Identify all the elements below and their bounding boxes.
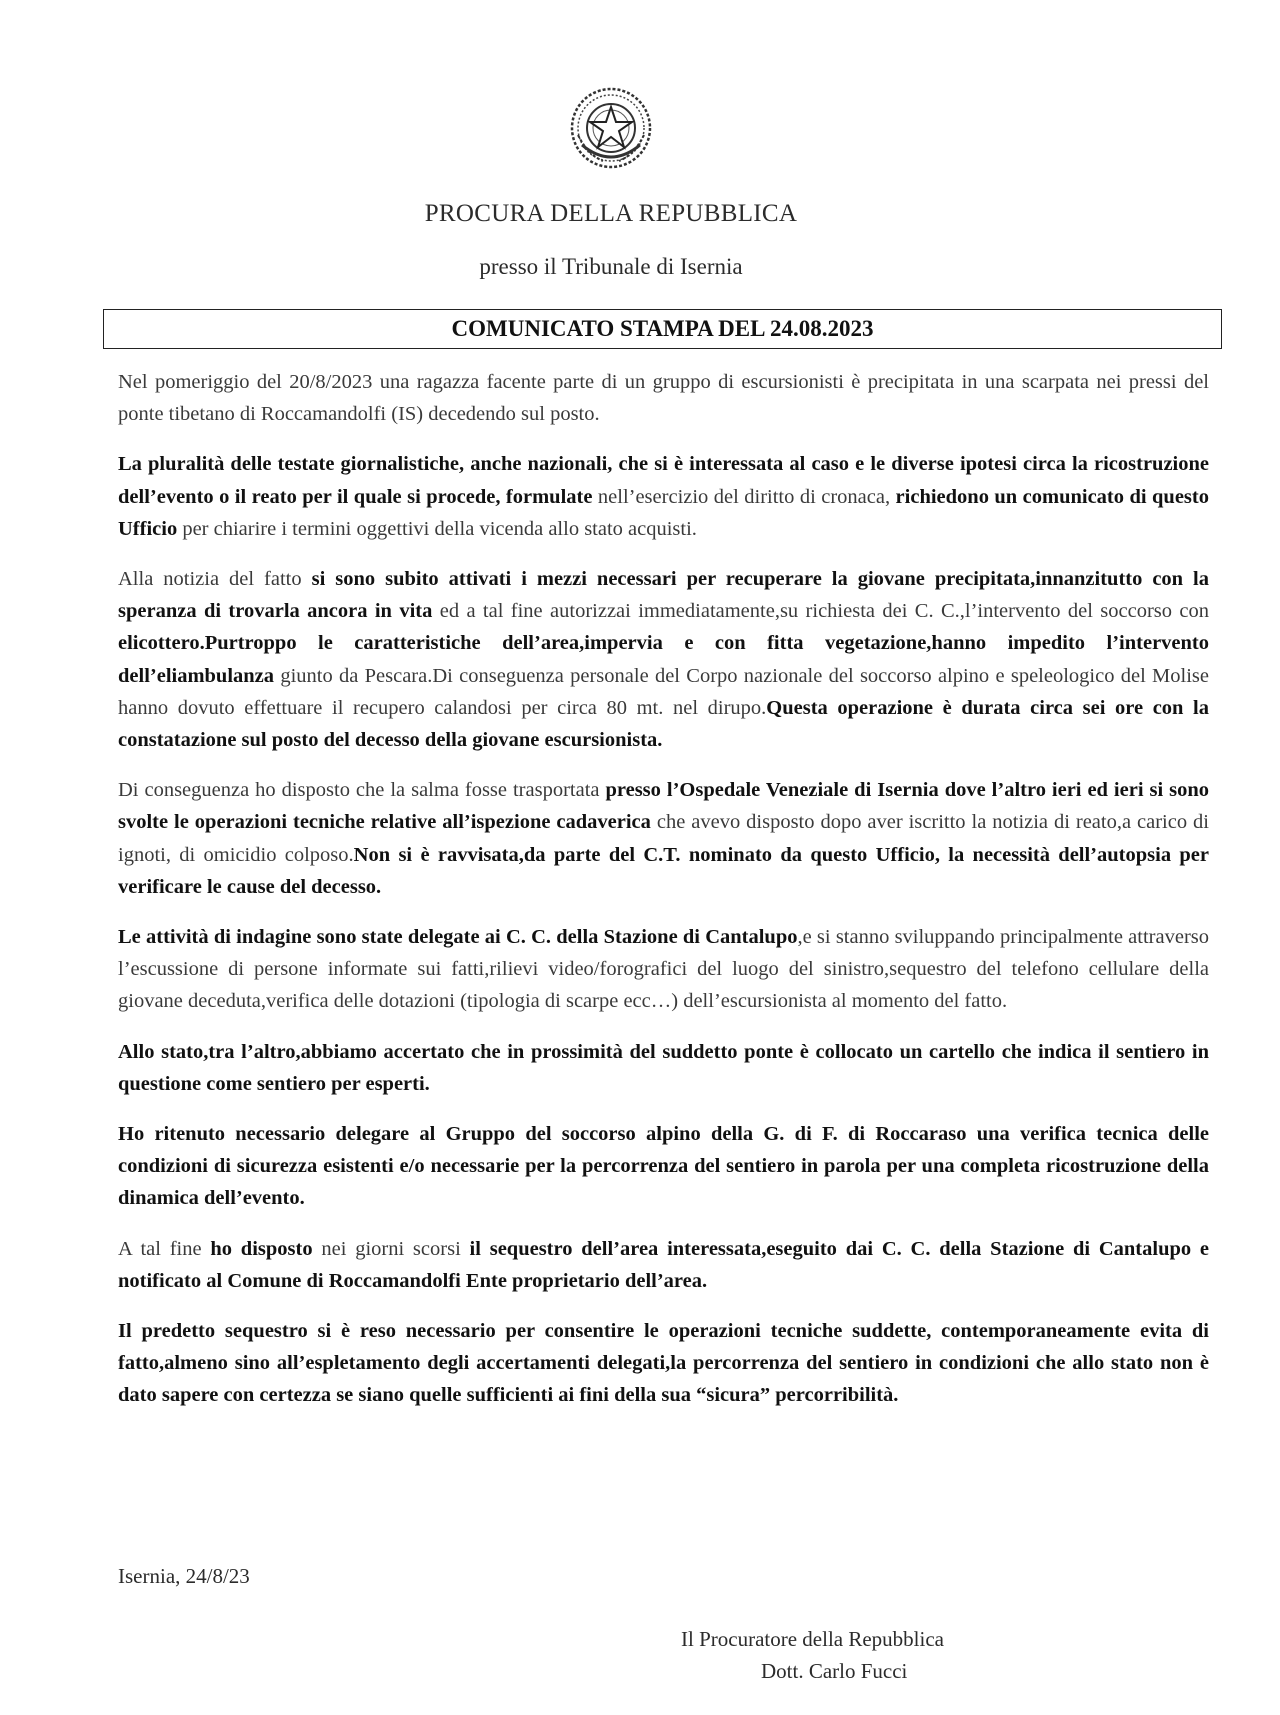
text: Nel pomeriggio del 20/8/2023 una ragazza facente parte di un gruppo di escursionisti è precipitata in una scarpata nei pressi del ponte tibetano di Roccamandolfi (IS) decedendo sul posto. [118, 371, 1209, 426]
paragraph [118, 366, 1209, 430]
office-name: PROCURA DELLA REPUBBLICA [424, 200, 798, 227]
date-line: Isernia, 24/8/23 [118, 1564, 250, 1588]
text: ed a tal fine autorizzai immediatamente,su richiesta dei C. C.,l’intervento del soccorso con [432, 600, 1209, 623]
bold-text: si sono subito attivati i mezzi necessari per recuperare la giovane precipitata,innanzitutto con la speranza di trovarla ancora in vita [118, 568, 1209, 623]
bold-text: La pluralità delle testate giornalistiche, anche nazionali, che si è interessata al caso e le diverse ipotesi circa la ricostruzione dell’evento o il reato per il quale si procede, formulate [118, 453, 1209, 508]
italian-republic-emblem-icon [568, 85, 654, 171]
bold-text: Non si è ravvisata,da parte del C.T. nominato da questo Ufficio, la necessità dell’autopsia per verificare le cause del decesso. [118, 843, 1209, 898]
bold-text: Questa operazione è durata circa sei ore con la constatazione sul posto del decesso della giovane escursionista. [118, 696, 1209, 752]
signature-role: Il Procuratore della Repubblica [681, 1627, 944, 1651]
paragraph [118, 448, 1209, 545]
bold-text: presso l’Ospedale Veneziale di Isernia dove l’altro ieri ed ieri si sono svolte le operazioni tecniche relative all’ispezione cadaverica [118, 779, 1209, 834]
bold-text: Le attività di indagine sono state delegate ai C. C. della Stazione di Cantalupo [118, 926, 798, 949]
bold-text: Ho ritenuto necessario delegare al Gruppo del soccorso alpino della G. di F. di Roccaraso una verifica tecnica delle condizioni di sicurezza esistenti e/o necessarie per la percorrenza del sentiero in parola per una completa ricostruzione della dinamica dell’evento. [118, 1123, 1209, 1210]
bold-text: elicottero.Purtroppo le caratteristiche dell’area,impervia e con fitta vegetazione,hanno impedito l’intervento dell’eliambulanza [118, 632, 1209, 687]
bold-text: Il predetto sequestro si è reso necessario per consentire le operazioni tecniche suddette, contemporaneamente evita di fatto,almeno sino all’espletamento degli accertamenti delegati,la percorrenza del sentiero in condizioni che allo stato non è dato sapere con certezza se siano quelle sufficienti ai fini della sua “sicura” percorribilità. [118, 1320, 1209, 1407]
paragraph [118, 921, 1209, 1018]
text: Di conseguenza ho disposto che la salma fosse trasportata [118, 779, 606, 802]
paragraph [118, 774, 1209, 903]
bold-text: il sequestro dell’area interessata,eseguito dai C. C. della Stazione di Cantalupo e notificato al Comune di Roccamandolfi Ente proprietario dell’area. [118, 1237, 1209, 1292]
office-subtitle: presso il Tribunale di Isernia [479, 254, 743, 279]
signature-name: Dott. Carlo Fucci [761, 1659, 908, 1683]
paragraph [118, 563, 1209, 756]
bold-text: Allo stato,tra l’altro,abbiamo accertato che in prossimità del suddetto ponte è collocato un cartello che indica il sentiero in questione come sentiero per esperti. [118, 1040, 1209, 1095]
text: per chiarire i termini oggettivi della vicenda allo stato acquisti. [177, 517, 697, 540]
text: Alla notizia del fatto [118, 568, 312, 591]
text: nei giorni scorsi [312, 1237, 470, 1260]
press-release-body [118, 366, 1209, 1430]
bold-text: ho disposto [210, 1237, 313, 1260]
text: A tal fine [118, 1237, 211, 1260]
text: ,e si stanno sviluppando principalmente attraverso l’escussione di persone informate sui fatti,rilievi video/forografici del luogo del sinistro,sequestro del telefono cellulare della giovane deceduta,verifica delle dotazioni (tipologia di scarpe ecc…) dell’escursionista al momento del fatto. [118, 926, 1209, 1013]
paragraph [118, 1315, 1209, 1412]
text: che avevo disposto dopo aver iscritto la notizia di reato,a carico di ignoti, di omicidio colposo. [118, 811, 1209, 866]
press-release-title: COMUNICATO STAMPA DEL 24.08.2023 [103, 309, 1222, 349]
bold-text: richiedono un comunicato di questo Ufficio [118, 485, 1209, 540]
text: nell’esercizio del diritto di cronaca, [592, 485, 896, 508]
text: giunto da Pescara.Di conseguenza personale del Corpo nazionale del soccorso alpino e speleologico del Molise hanno dovuto effettuare il recupero calandosi per circa 80 mt. nel dirupo. [118, 664, 1209, 719]
paragraph [118, 1118, 1209, 1215]
paragraph [118, 1233, 1209, 1297]
paragraph [118, 1036, 1209, 1100]
